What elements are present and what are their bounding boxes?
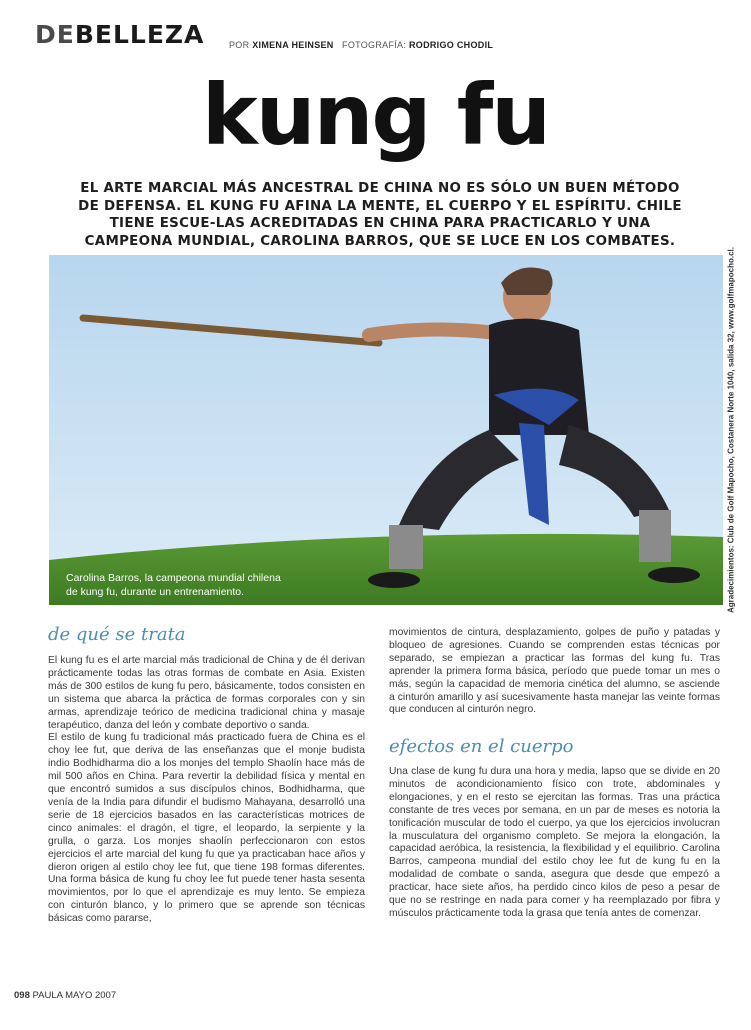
photo-caption-line-1: Carolina Barros, la campeona mundial chilena [66,572,281,584]
section-heading-efectos-en-el-cuerpo: efectos en el cuerpo [389,736,574,757]
photo-caption [66,571,281,599]
byline-pre: POR [229,40,250,50]
author-name: XIMENA HEINSEN [252,40,334,50]
byline [229,40,493,50]
body-paragraph: movimientos de cintura, desplazamiento, golpes de puño y patadas y bloqueo de agresiones. Cuando se comprenden estas técnicas por separado, se empiezan a practicar las formas del kung fu. Tras aprender la primera forma básica, período que puede tomar un mes o más, según la capacidad de memoria cinética del alumno, se asciende a cinturón amarillo y así sucesivamente hasta manejar las veinte formas que conducen al cinturón negro. [389,627,720,716]
body-paragraph: El kung fu es el arte marcial más tradicional de China y de él derivan prácticamente todas las otras formas de combate en Asia. Existen más de 300 estilos de kung fu pero, básicamente, todos consisten en un sistema que abarca la práctica de formas corporales con y sin armas, aprendizaje teórico de medicina tradicional china y masaje terapéutico, danza del león y combate deportivo o sanda. [48,655,365,731]
section-heading-de-que-se-trata: de qué se trata [48,624,186,645]
column-left [48,655,365,926]
column-right-top [389,627,720,717]
body-paragraph: Una clase de kung fu dura una hora y media, lapso que se divide en 20 minutos de acondicionamiento físico con trote, abdominales y elongaciones, y en el resto se ejercitan las formas. Tras una práctica constante de tres veces por semana, en un par de meses es notoria la tonificación muscular de todo el cuerpo, ya que los ejercicios involucran la musculatura del organismo completo. Se mejora la elongación, la capacidad aeróbica, la resistencia, la flexibilidad y el equilibrio. Carolina Barros, campeona mundial del estilo choy lee fut de kung fu en la modalidad de combate o sanda, asegura que desde que empezó a practicar, hace siete años, ha perdido cinco kilos de peso a pesar de que no se restringe en nada para comer y ha reemplazado por fibra y músculos prácticamente toda la grasa que tenía antes de comenzar. [389,766,720,919]
page-footer [14,990,116,1001]
publication-name: PAULA MAYO 2007 [32,990,117,1001]
page-number: 098 [14,990,30,1001]
hero-photo [49,255,723,605]
photo-credit-text: Agradecimientos: Club de Golf Mapocho, Costanera Norte 1040, salida 32, www.golfmapocho.cl. [726,247,736,613]
article-deck: EL ARTE MARCIAL MÁS ANCESTRAL DE CHINA NO ES SÓLO UN BUEN MÉTODO DE DEFENSA. EL KUNG FU AFINA LA MENTE, EL CUERPO Y EL ESPÍRITU. CHILE TIENE ESCUE-LAS ACREDITADAS EN CHINA PARA PRACTICARLO Y UNA CAMPEONA MUNDIAL, CAROLINA BARROS, QUE SE LUCE EN LOS COMBATES. [78,181,682,249]
photo-credit [722,247,740,613]
section-tag [35,20,204,49]
column-right-bottom [389,766,720,921]
photo-caption-line-2: de kung fu, durante un entrenamiento. [66,586,245,598]
body-paragraph: El estilo de kung fu tradicional más practicado fuera de China es el choy lee fut, que deriva de las enseñanzas que el monje budista indio Bodhidharma dio a los monjes del templo Shaolín hace más de mil 500 años en China. Para revertir la debilidad física y mental en que encontró sumidos a sus discípulos chinos, Bodhidharma, que venía de la India para difundir el budismo Mahayana, desarrolló una serie de 18 ejercicios basados en las características motrices de cinco animales: el dragón, el tigre, el leopardo, la serpiente y la grulla, o garza. Los monjes shaolín perfeccionaron con estos ejercicios el arte marcial del kung fu que ya practicaban hace años y dieron origen al estilo choy lee fut, que tiene 198 formas diferentes. Una forma básica de kung fu choy lee fut puede tener hasta sesenta movimientos, por lo que el aprendizaje es muy lento. Se empieza con cinturón blanco, y lo primero que se aprende son técnicas básicas como pararse, [48,732,365,925]
section-tag-pre: DE [35,20,75,49]
article-title: kung fu [201,66,550,164]
kung-fu-photo-illustration [49,255,723,605]
section-tag-main: BELLEZA [74,20,205,49]
photo-label: FOTOGRAFÍA: [342,40,407,50]
photographer-name: RODRIGO CHODIL [408,40,494,50]
